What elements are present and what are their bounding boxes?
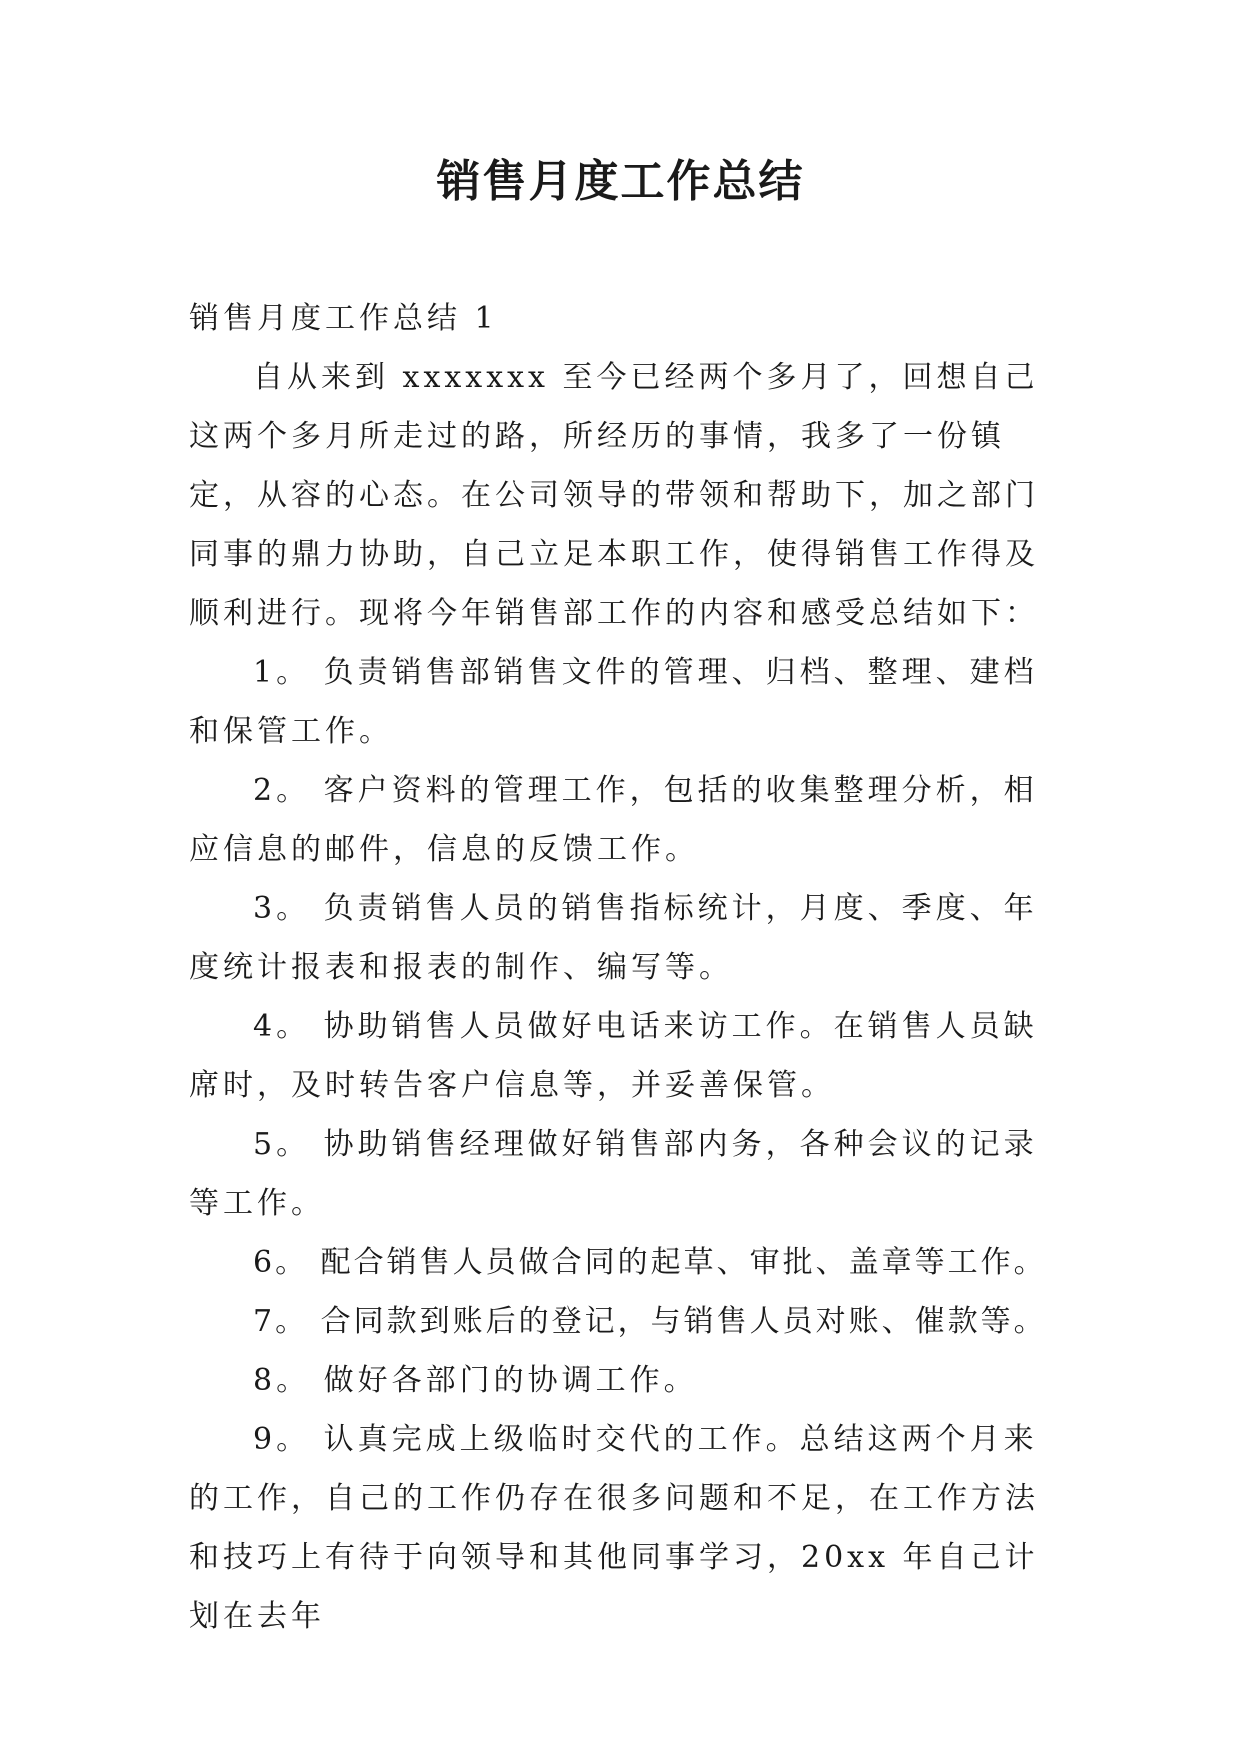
list-item-8: 8。 做好各部门的协调工作。 bbox=[253, 1363, 698, 1398]
section-heading: 销售月度工作总结 1 bbox=[189, 301, 498, 336]
intro-paragraph: 自从来到 xxxxxxx 至今已经两个多月了，回想自己这两个多月所走过的路，所经历的事情，我多了一份镇定，从容的心态。在公司领导的带领和帮助下，加之部门同事的鼎力协助，自己立足本职工作，使得销售工作得及顺利进行。现将今年销售部工作的内容和感受总结如下： bbox=[189, 360, 1039, 631]
list-item-2: 2。 客户资料的管理工作，包括的收集整理分析，相应信息的邮件，信息的反馈工作。 bbox=[189, 773, 1038, 867]
document-body bbox=[189, 289, 1069, 1646]
list-item-3: 3。 负责销售人员的销售指标统计，月度、季度、年度统计报表和报表的制作、编写等。 bbox=[189, 891, 1038, 985]
list-item-6: 6。 配合销售人员做合同的起草、审批、盖章等工作。 bbox=[253, 1245, 1047, 1280]
list-item-5: 5。 协助销售经理做好销售部内务，各种会议的记录等工作。 bbox=[189, 1127, 1038, 1221]
list-item-4: 4。 协助销售人员做好电话来访工作。在销售人员缺席时，及时转告客户信息等，并妥善保管。 bbox=[189, 1009, 1038, 1103]
list-item-9: 9。 认真完成上级临时交代的工作。总结这两个月来的工作，自己的工作仍存在很多问题和不足，在工作方法和技巧上有待于向领导和其他同事学习，20xx 年自己计划在去年 bbox=[189, 1422, 1039, 1634]
document-title: 销售月度工作总结 bbox=[436, 156, 805, 207]
list-item-7: 7。 合同款到账后的登记，与销售人员对账、催款等。 bbox=[253, 1304, 1047, 1339]
list-item-1: 1。 负责销售部销售文件的管理、归档、整理、建档和保管工作。 bbox=[189, 655, 1038, 749]
